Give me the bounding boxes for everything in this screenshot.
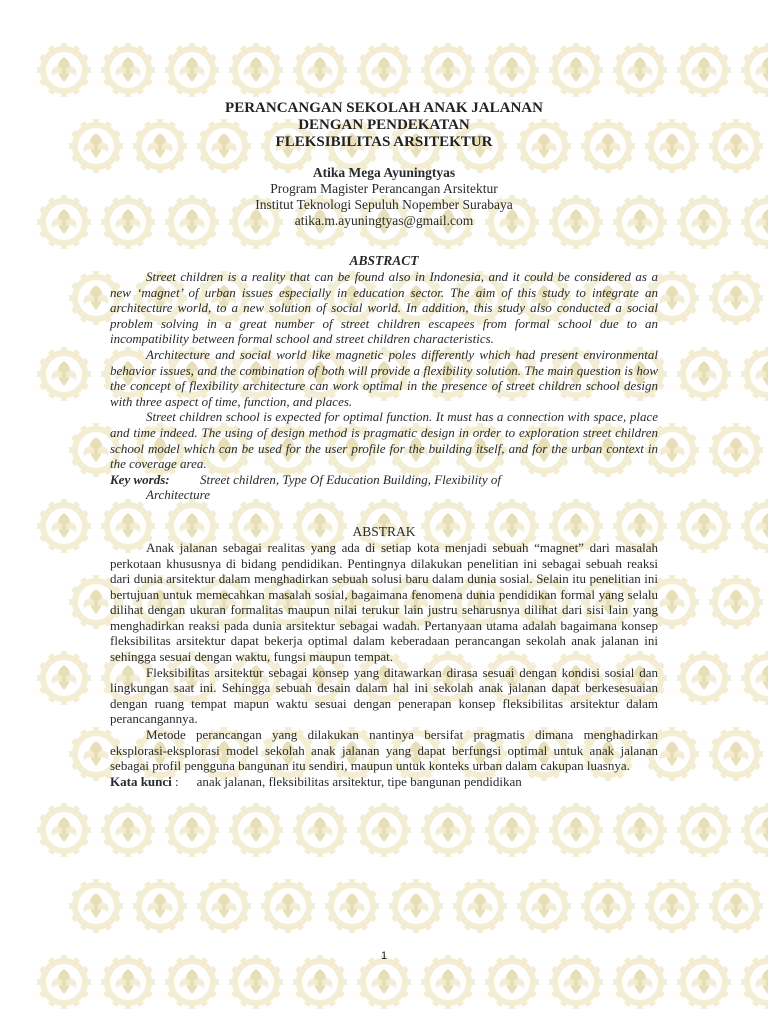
its-logo-icon bbox=[677, 347, 731, 401]
its-logo-icon bbox=[293, 803, 347, 857]
its-logo-icon bbox=[101, 803, 155, 857]
its-logo-icon bbox=[37, 195, 91, 249]
its-logo-icon bbox=[421, 803, 475, 857]
its-logo-icon bbox=[101, 955, 155, 1009]
abstract-en bbox=[110, 269, 658, 472]
abstract-id-paragraph-3: Metode perancangan yang dilakukan nantinya bersifat pragmatis dimana menghadirkan eksplorasi-eksplorasi model sekolah anak jalanan yang dapat berfungsi optimal untuk anak jalanan sebagai profil pengguna bangunan itu sendiri, maupun untuk konteks urban dalam cakupan luasnya. bbox=[110, 727, 658, 774]
keywords-id-separator: : bbox=[171, 773, 179, 789]
its-logo-icon bbox=[517, 879, 571, 933]
its-logo-icon bbox=[549, 955, 603, 1009]
keywords-en-label: Key words: bbox=[110, 471, 170, 487]
its-logo-icon bbox=[741, 195, 768, 249]
its-logo-icon bbox=[37, 803, 91, 857]
its-logo-icon bbox=[741, 347, 768, 401]
author-institution: Institut Teknologi Sepuluh Nopember Surabaya bbox=[255, 197, 513, 212]
its-logo-icon bbox=[677, 651, 731, 705]
its-logo-icon bbox=[421, 43, 475, 97]
its-logo-icon bbox=[677, 195, 731, 249]
abstract-en-paragraph-2: Architecture and social world like magnetic poles differently which had present environmental behavior issues, and the combination of both will provide a flexibility solution. The main question is how the concept of flexibility architecture can work optimal in the presence of street children school design with three aspect of time, function, and places. bbox=[110, 346, 658, 409]
author-name: Atika Mega Ayuningtyas bbox=[312, 165, 456, 180]
its-logo-icon bbox=[357, 955, 411, 1009]
its-logo-icon bbox=[165, 955, 219, 1009]
its-logo-icon bbox=[709, 423, 763, 477]
abstract-en-paragraph-1: Street children is a reality that can be found also in Indonesia, and it could be considered as a new ‘magnet’ of urban issues especially in education sector. The aim of this study to integrate an architecture world, to a new solution of social world. In addition, this study also conducted a social problem solving in a great number of street children escapees from formal school due to an incompatibility between formal school and street children characteristics. bbox=[110, 269, 658, 347]
its-logo-icon bbox=[709, 879, 763, 933]
its-logo-icon bbox=[485, 803, 539, 857]
its-logo-icon bbox=[709, 271, 763, 325]
its-logo-icon bbox=[325, 879, 379, 933]
its-logo-icon bbox=[229, 43, 283, 97]
its-logo-icon bbox=[581, 879, 635, 933]
its-logo-icon bbox=[101, 43, 155, 97]
its-logo-icon bbox=[741, 803, 768, 857]
keywords-en bbox=[110, 472, 658, 503]
its-logo-icon bbox=[709, 575, 763, 629]
its-logo-icon bbox=[37, 499, 91, 553]
its-logo-icon bbox=[549, 803, 603, 857]
its-logo-icon bbox=[709, 727, 763, 781]
abstract-id-paragraph-1: Anak jalanan sebagai realitas yang ada di setiap kota menjadi sebuah “magnet” dari masalah perkotaan khususnya di bidang pendidikan. Pentingnya dilakukan penelitian ini sebagai sebuah reaksi dari dunia arsitektur dalam menghadirkan sebuah solusi baru dalam dunia sosial. Selain itu penelitian ini bertujuan untuk memecahkan masalah sosial, bagaimana fenomena dunia pendidikan formal yang selalu dilihat dengan ukuran formalitas maupun nilai terukur lain justru seharusnya dilihat dari sisi lain yang menghadirkan reaksi pada dunia arsitektur sebagai wadah. Pertanyaan utama adalah bagaimana konsep fleksibilitas arsitektur dapat bekerja optimal dalam keberadaan perancangan sekolah anak jalanan ini sehingga sesuai dengan waktu, fungsi maupun tempat. bbox=[110, 539, 658, 665]
abstract-en-paragraph-3: Street children school is expected for optimal function. It must has a connection with space, place and time indeed. The using of design method is pragmatic design in order to exploration street children school model which can be used for the user profile for the building itself, and for the urban context in the coverage area. bbox=[110, 409, 658, 472]
author-program: Program Magister Perancangan Arsitektur bbox=[270, 181, 498, 196]
keywords-en-text-line-1: Street children, Type Of Education Building, Flexibility of bbox=[200, 471, 501, 487]
its-logo-icon bbox=[293, 43, 347, 97]
its-logo-icon bbox=[741, 651, 768, 705]
its-logo-icon bbox=[741, 955, 768, 1009]
its-logo-icon bbox=[229, 955, 283, 1009]
title-line-3: FLEKSIBILITAS ARSITEKTUR bbox=[275, 134, 493, 150]
its-logo-icon bbox=[357, 43, 411, 97]
its-logo-icon bbox=[165, 43, 219, 97]
its-logo-icon bbox=[37, 651, 91, 705]
its-logo-icon bbox=[69, 879, 123, 933]
its-logo-icon bbox=[741, 43, 768, 97]
keywords-id bbox=[110, 774, 658, 790]
its-logo-icon bbox=[165, 803, 219, 857]
title-line-1: PERANCANGAN SEKOLAH ANAK JALANAN bbox=[225, 100, 543, 116]
abstract-id bbox=[110, 540, 658, 774]
abstract-en-heading: ABSTRACT bbox=[349, 253, 419, 268]
page-number: 1 bbox=[380, 950, 388, 962]
its-logo-icon bbox=[37, 43, 91, 97]
its-logo-icon bbox=[421, 955, 475, 1009]
its-logo-icon bbox=[709, 119, 763, 173]
abstract-id-paragraph-2: Fleksibilitas arsitektur sebagai konsep yang ditawarkan dirasa sesuai dengan kondisi sosial dan lingkungan saat ini. Sehingga sebuah desain dalam hal ini sekolah anak jalanan dapat berkesesuaian dengan ruang tempat mapun waktu sesuai dengan penerapan konsep fleksibilitas arsitektur dalam perancangannya. bbox=[110, 664, 658, 727]
its-logo-icon bbox=[261, 879, 315, 933]
author-email: atika.m.ayuningtyas@gmail.com bbox=[294, 213, 474, 228]
its-logo-icon bbox=[133, 879, 187, 933]
its-logo-icon bbox=[37, 347, 91, 401]
its-logo-icon bbox=[293, 955, 347, 1009]
its-logo-icon bbox=[645, 879, 699, 933]
its-logo-icon bbox=[741, 499, 768, 553]
its-logo-icon bbox=[677, 803, 731, 857]
keywords-id-text: anak jalanan, fleksibilitas arsitektur, tipe bangunan pendidikan bbox=[196, 773, 522, 789]
its-logo-icon bbox=[357, 803, 411, 857]
its-logo-icon bbox=[485, 955, 539, 1009]
paper-page bbox=[110, 100, 658, 789]
its-logo-icon bbox=[389, 879, 443, 933]
its-logo-icon bbox=[229, 803, 283, 857]
its-logo-icon bbox=[613, 955, 667, 1009]
keywords-en-text-line-2: Architecture bbox=[146, 487, 211, 503]
its-logo-icon bbox=[37, 955, 91, 1009]
keywords-id-label: Kata kunci bbox=[110, 773, 172, 789]
its-logo-icon bbox=[613, 803, 667, 857]
title-line-2: DENGAN PENDEKATAN bbox=[298, 117, 470, 133]
its-logo-icon bbox=[453, 879, 507, 933]
its-logo-icon bbox=[197, 879, 251, 933]
paper-title bbox=[110, 100, 658, 151]
abstract-id-heading: ABSTRAK bbox=[352, 523, 416, 539]
its-logo-icon bbox=[677, 955, 731, 1009]
its-logo-icon bbox=[677, 499, 731, 553]
its-logo-icon bbox=[485, 43, 539, 97]
its-logo-icon bbox=[677, 43, 731, 97]
its-logo-icon bbox=[613, 43, 667, 97]
its-logo-icon bbox=[549, 43, 603, 97]
